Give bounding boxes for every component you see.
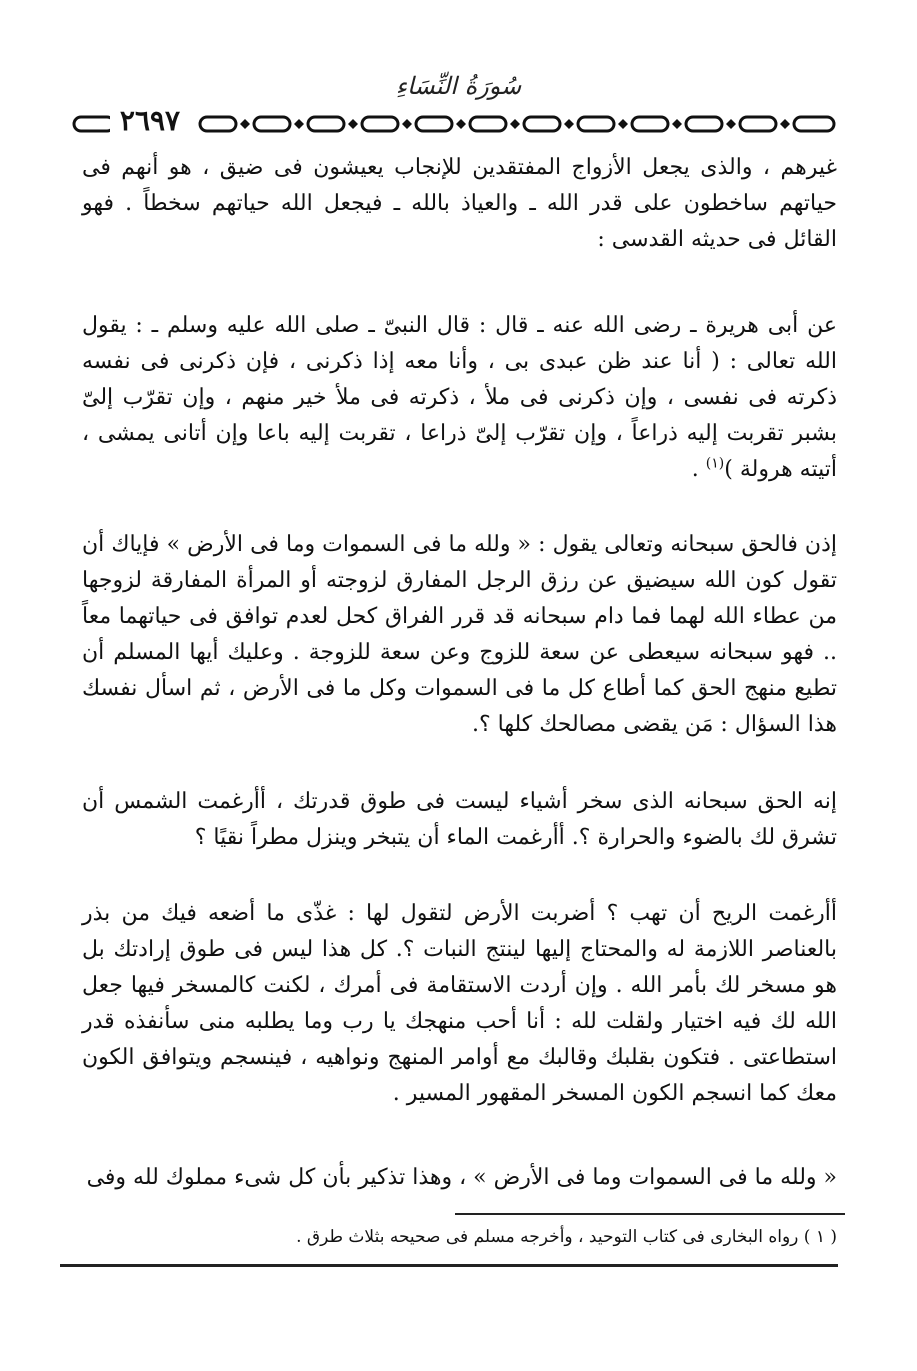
footnote: ( ١ ) رواه البخارى فى كتاب التوحيد ، وأخرجه مسلم فى صحيحه بثلاث طرق .	[296, 1227, 837, 1247]
footnote-separator	[455, 1213, 845, 1215]
page-bottom-rule	[60, 1264, 838, 1267]
paragraph-5: أأرغمت الريح أن تهب ؟ أضربت الأرض لتقول لها : غذّى ما أضعه فيك من بذر بالعناصر اللازمة له والمحتاج إليها لينتج النبات ؟. كل هذا ليس فى طوق إرادتك بل هو مسخر لك بأمر الله . وإن أردت الاستقامة فى أمرك ، لكنت كالمسخر فيها جعل الله لك فيه اختيار ولقلت لله : أنا أحب منهجك يا رب وما يطلبه منى سأنفذه قدر استطاعتى . فتكون بقلبك وقالبك مع أوامر المنهج ونواهيه ، فينسجم ويتوافق الكون معك كما انسجم الكون المسخر المقهور المسير .	[82, 901, 837, 1106]
paragraph-4: إنه الحق سبحانه الذى سخر أشياء ليست فى طوق قدرتك ، أأرغمت الشمس أن تشرق لك بالضوء والحرارة ؟. أأرغمت الماء أن يتبخر وينزل مطراً نقيًا ؟	[82, 789, 837, 850]
paragraph-3: إذن فالحق سبحانه وتعالى يقول : « ولله ما فى السموات وما فى الأرض » فإياك أن تقول كون الله سيضيق عن رزق الرجل المفارق لزوجته أو المرأة المفارقة لزوجها من عطاء الله لهما فما دام سبحانه قد قرر الفراق كحل لعدم توافق فى حياتهما معاً .. فهو سبحانه سيعطى عن سعة للزوج وعن سعة للزوجة . وعليك أيها المسلم أن تطيع منهج الحق كما أطاع كل ما فى السموات وكل ما فى الأرض ، ثم اسأل نفسك هذا السؤال : مَن يقضى مصالحك كلها ؟.	[82, 532, 837, 737]
paragraph-2-tail: .	[691, 457, 706, 482]
footnote-reference: (١)	[705, 455, 725, 472]
page-number: ٢٦٩٧	[110, 104, 190, 137]
paragraph-6: « ولله ما فى السموات وما فى الأرض » ، وهذا تذكير بأن كل شىء مملوك لله وفى	[86, 1165, 837, 1190]
paragraph-2-text: عن أبى هريرة ـ رضى الله عنه ـ قال : قال النبىّ ـ صلى الله عليه وسلم ـ : يقول الله تعالى : ( أنا عند ظن عبدى بى ، وأنا معه إذا ذكرنى ، فإن ذكرنى فى نفسه ذكرته فى نفسى ، وإن ذكرنى فى ملأ ، ذكرته فى ملأ خير منهم ، وإن تقرّب إلىّ بشبر تقربت إليه ذراعاً ، وإن تقرّب إلىّ ذراعا ، تقربت إليه باعا وإن أتانى يمشى ، أتيته هرولة )	[82, 313, 837, 482]
surah-title: سُورَةُ النِّسَاءِ	[395, 72, 522, 100]
paragraph-1: غيرهم ، والذى يجعل الأزواج المفتقدين للإنجاب يعيشون فى ضيق ، هو أنهم فى حياتهم ساخطون على قدر الله ـ والعياذ بالله ـ فيجعل الله حياتهم سخطاً . فهو القائل فى حديثه القدسى :	[82, 155, 837, 252]
paragraph-2-hadith	[82, 308, 837, 488]
